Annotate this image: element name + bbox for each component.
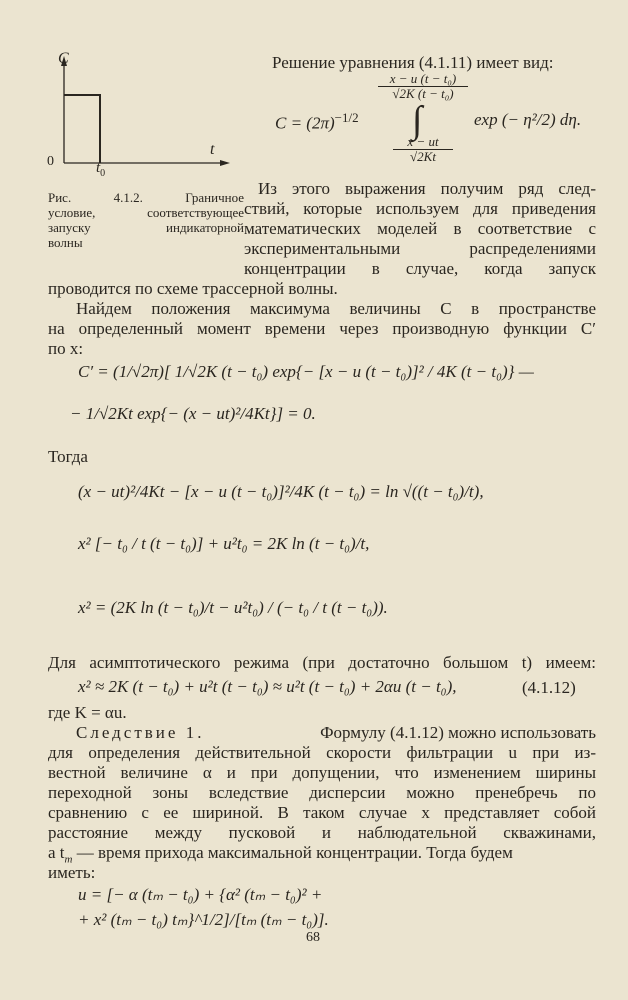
equation-4: x² [− t₀ / t (t − t₀)] + u²t₀ = 2K ln (t − t₀)/t,: [78, 534, 370, 553]
equation-1-lower-limit: x − ut √2Kt: [393, 135, 453, 164]
page-number: 68: [306, 930, 320, 945]
consequence-line-5: сравнению с ее шириной. В таком случае x представляет собой: [48, 803, 596, 822]
paragraph-1-line-1: Из этого выражения получим ряд след-: [258, 179, 596, 198]
x-axis-arrow: [220, 160, 230, 166]
consequence-line-7: а $t_m$ — время прихода максимальной концентрации. Тогда будем: [48, 843, 513, 866]
consequence-line-1: Следствие 1. Формулу (4.1.12) можно использовать: [76, 723, 596, 742]
paragraph-1-line-6: проводится по схеме трассерной волны.: [48, 279, 338, 298]
equation-2-line-1: C′ = (1/√2π)[ 1/√2K (t − t₀) exp{− [x − u (t − t₀)]² / 4K (t − t₀)} —: [78, 362, 534, 381]
paragraph-3: Для асимптотического режима (при достаточно большом t) имеем:: [48, 653, 596, 672]
figure-caption-line-3: запуску индикаторной: [48, 220, 244, 235]
consequence-line-4: переходной зоны вследствие дисперсии можно пренебречь по: [48, 783, 596, 802]
equation-2-line-2: − 1/√2Kt exp{− (x − ut)²/4Kt}] = 0.: [70, 404, 316, 423]
figure-t0-label: $t_0$: [96, 160, 106, 179]
paragraph-2-line-1: Найдем положения максимума величины C в пространстве: [76, 299, 596, 318]
equation-1-rhs: exp (− η²/2) dη.: [474, 110, 582, 129]
step-pulse-line: [64, 95, 100, 163]
equation-7-line-2: + x² (tₘ − t₀) tₘ}^1/2]/[tₘ (tₘ − t₀)].: [78, 910, 329, 929]
equation-7-line-1: u = [− α (tₘ − t₀) + {α² (tₘ − t₀)² +: [78, 885, 323, 904]
intro-text: Решение уравнения (4.1.11) имеет вид:: [272, 53, 554, 72]
paragraph-2-line-2: на определенный момент времени через производную функции C′: [48, 319, 596, 338]
consequence-line-2: для определения действительной скорости фильтрации u при из-: [48, 743, 596, 762]
where-clause: где K = αu.: [48, 703, 127, 722]
paragraph-1-line-2: ствий, которые используем для приведения: [244, 199, 596, 218]
equation-6: x² ≈ 2K (t − t₀) + u²t (t − t₀) ≈ u²t (t − t₀) + 2αu (t − t₀),: [78, 677, 457, 696]
consequence-line-8: иметь:: [48, 863, 96, 882]
figure-caption-line-1: Рис. 4.1.2. Граничное: [48, 190, 244, 205]
equation-1-upper-limit: x − u (t − t₀) √2K (t − t₀): [378, 72, 468, 101]
boundary-condition-figure: [36, 50, 236, 185]
togda-word: Тогда: [48, 447, 88, 466]
paragraph-1-line-4: экспериментальными распределениями: [244, 239, 596, 258]
figure-origin-label: 0: [47, 154, 54, 169]
figure-x-label: t: [210, 141, 215, 158]
equation-1-lhs: $C = (2\pi)^{-1/2}$: [275, 110, 359, 133]
paragraph-1-line-3: математических моделей в соответствие с: [244, 219, 596, 238]
paragraph-1-line-5: концентрации в случае, когда запуск: [244, 259, 596, 278]
figure-caption-line-4: волны: [48, 235, 83, 250]
equation-6-number: (4.1.12): [522, 678, 576, 697]
equation-3: (x − ut)²/4Kt − [x − u (t − t₀)]²/4K (t − t₀) = ln √((t − t₀)/t),: [78, 482, 484, 501]
consequence-line-6: расстояние между пусковой и наблюдательной скважинами,: [48, 823, 596, 842]
figure-caption-line-2: условие, соответствующее: [48, 205, 244, 220]
figure-y-label: C: [58, 50, 69, 67]
consequence-label: Следствие 1.: [76, 723, 205, 742]
equation-5: x² = (2K ln (t − t₀)/t − u²t₀) / (− t₀ / t (t − t₀)).: [78, 598, 388, 617]
integral-sign: ∫: [412, 99, 423, 141]
consequence-line-3: вестной величине α и при допущении, что изменением ширины: [48, 763, 596, 782]
paragraph-2-line-3: по x:: [48, 339, 84, 358]
